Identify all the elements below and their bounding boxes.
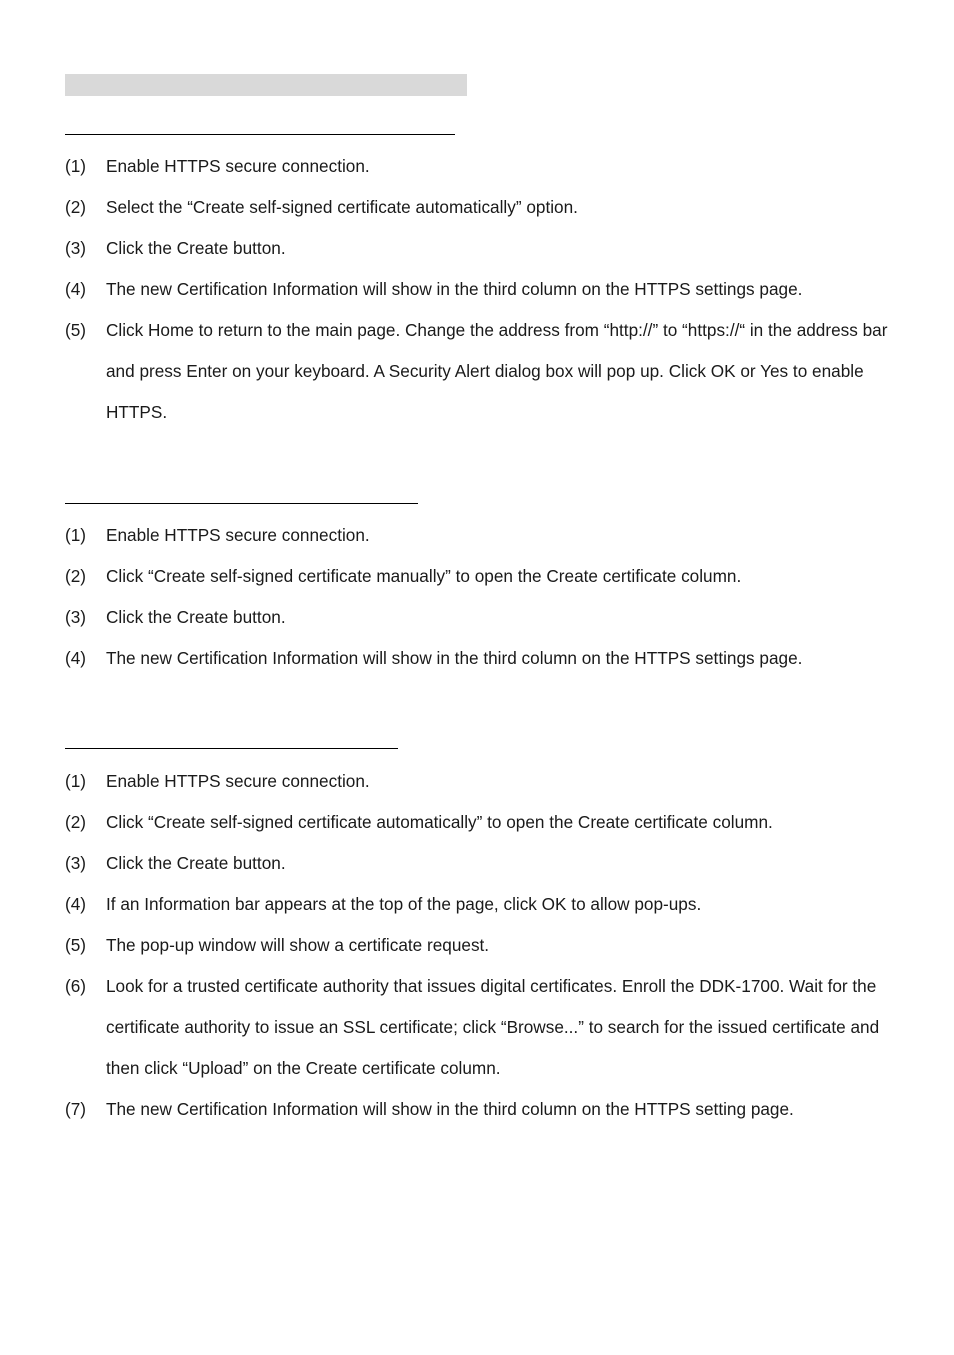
step-number: (1) [65, 771, 87, 791]
list-item [65, 269, 905, 310]
step-number: (2) [65, 812, 87, 832]
step-number: (7) [65, 1099, 87, 1119]
step-text: The new Certification Information will show in the third column on the HTTPS setting page. [106, 1099, 794, 1119]
step-number: (5) [65, 320, 87, 340]
step-number: (5) [65, 935, 87, 955]
list-item [65, 146, 905, 187]
step-text: The new Certification Information will show in the third column on the HTTPS settings page. [106, 648, 803, 668]
step-number: (4) [65, 279, 87, 299]
step-text: Select the “Create self-signed certificate automatically” option. [106, 197, 578, 217]
list-item [65, 228, 905, 269]
step-text: Enable HTTPS secure connection. [106, 771, 370, 791]
list-item [65, 761, 905, 802]
step-number: (4) [65, 648, 87, 668]
section-3-heading-underline [65, 748, 398, 749]
step-number: (6) [65, 976, 87, 996]
step-text: Click “Create self-signed certificate manually” to open the Create certificate column. [106, 566, 742, 586]
step-text: If an Information bar appears at the top of the page, click OK to allow pop-ups. [106, 894, 702, 914]
step-number: (1) [65, 525, 87, 545]
list-item [65, 966, 905, 1089]
list-item [65, 310, 905, 433]
step-number: (1) [65, 156, 87, 176]
list-item [65, 515, 905, 556]
step-number: (3) [65, 238, 87, 258]
list-item [65, 925, 905, 966]
section-title-bar [65, 74, 467, 96]
list-item [65, 1089, 905, 1130]
list-item [65, 843, 905, 884]
step-text: Enable HTTPS secure connection. [106, 156, 370, 176]
section-1-steps [65, 146, 905, 433]
list-item [65, 187, 905, 228]
step-number: (2) [65, 197, 87, 217]
step-text: Click the Create button. [106, 238, 286, 258]
step-text: Click “Create self-signed certificate automatically” to open the Create certificate column. [106, 812, 773, 832]
step-number: (3) [65, 853, 87, 873]
step-text: The new Certification Information will show in the third column on the HTTPS settings page. [106, 279, 803, 299]
step-number: (3) [65, 607, 87, 627]
list-item [65, 638, 905, 679]
section-1-heading-underline [65, 134, 455, 135]
step-number: (4) [65, 894, 87, 914]
step-text: Look for a trusted certificate authority that issues digital certificates. Enroll the DDK-1700. Wait for the certificate authority to issue an SSL certificate; click “Browse...” to search for the issued certificate and then click “Upload” on the Create certificate column. [106, 976, 880, 1078]
step-text: The pop-up window will show a certificate request. [106, 935, 490, 955]
step-text: Enable HTTPS secure connection. [106, 525, 370, 545]
step-number: (2) [65, 566, 87, 586]
list-item [65, 597, 905, 638]
step-text: Click the Create button. [106, 853, 286, 873]
step-text: Click the Create button. [106, 607, 286, 627]
list-item [65, 556, 905, 597]
list-item [65, 802, 905, 843]
section-2-heading-underline [65, 503, 418, 504]
list-item [65, 884, 905, 925]
section-3-steps [65, 761, 905, 1130]
step-text: Click Home to return to the main page. Change the address from “http://” to “https://“ in the address bar and press Enter on your keyboard. A Security Alert dialog box will pop up. Click OK or Yes to enable HTTPS. [106, 320, 888, 422]
section-2-steps [65, 515, 905, 679]
